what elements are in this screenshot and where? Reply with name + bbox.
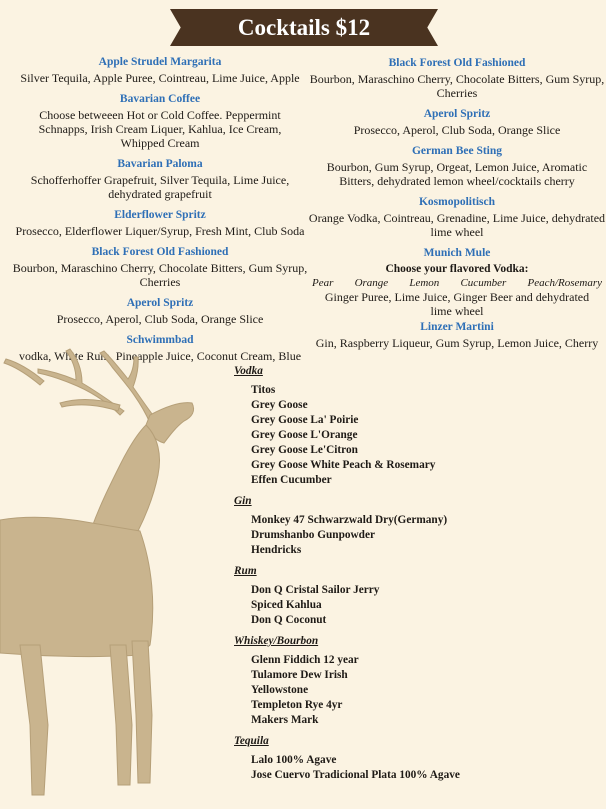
cocktail-name: German Bee Sting bbox=[411, 145, 503, 157]
cocktail-item bbox=[308, 195, 606, 239]
spirit-category-whiskey bbox=[234, 634, 594, 728]
list-item: Hendricks bbox=[251, 544, 302, 556]
cocktail-description: Gin, Raspberry Liqueur, Gum Syrup, Lemon Juice, Cherry bbox=[315, 336, 599, 350]
cocktail-name: Black Forest Old Fashioned bbox=[388, 57, 526, 69]
list-item: Yellowstone bbox=[251, 684, 309, 696]
cocktail-description: Schofferhoffer Grapefruit, Silver Tequila, Lime Juice, dehydrated grapefruit bbox=[30, 173, 290, 201]
cocktail-name: Kosmopolitisch bbox=[418, 196, 496, 208]
cocktail-description: Ginger Puree, Lime Juice, Ginger Beer and dehydrated lime wheel bbox=[324, 290, 590, 318]
cocktail-name: Elderflower Spritz bbox=[114, 209, 206, 221]
cocktail-item bbox=[308, 246, 606, 318]
list-item: Grey Goose La' Poirie bbox=[251, 414, 359, 426]
cocktail-item bbox=[308, 144, 606, 188]
right-cocktail-column bbox=[308, 56, 606, 357]
cocktail-description: Prosecco, Aperol, Club Soda, Orange Slice bbox=[353, 123, 561, 137]
cocktail-name: Aperol Spritz bbox=[126, 297, 194, 309]
cocktail-name: Schwimmbad bbox=[126, 334, 194, 346]
cocktail-name: Aperol Spritz bbox=[423, 108, 491, 120]
cocktail-description: Bourbon, Gum Syrup, Orgeat, Lemon Juice, Aromatic Bitters, dehydrated lemon wheel/cocktails cherry bbox=[326, 160, 588, 188]
category-heading: Whiskey/Bourbon bbox=[234, 635, 319, 647]
cocktail-name: Bavarian Paloma bbox=[117, 158, 203, 170]
cocktail-item bbox=[308, 107, 606, 137]
spirits-list bbox=[234, 360, 594, 789]
list-item: Grey Goose bbox=[251, 399, 308, 411]
list-item: Glenn Fiddich 12 year bbox=[251, 654, 359, 666]
list-item: Grey Goose L'Orange bbox=[251, 429, 358, 441]
cocktail-description: Prosecco, Aperol, Club Soda, Orange Slice bbox=[56, 312, 264, 326]
list-item: Drumshanbo Gunpowder bbox=[251, 529, 375, 541]
cocktail-item bbox=[10, 157, 310, 201]
list-item: Don Q Cristal Sailor Jerry bbox=[251, 584, 380, 596]
list-item: Spiced Kahlua bbox=[251, 599, 322, 611]
category-heading: Gin bbox=[234, 495, 252, 507]
cocktail-description: Silver Tequila, Apple Puree, Cointreau, Lime Juice, Apple bbox=[20, 71, 300, 85]
list-item: Makers Mark bbox=[251, 714, 319, 726]
spirit-category-tequila bbox=[234, 734, 594, 783]
category-heading: Tequila bbox=[234, 735, 269, 747]
page-title: Cocktails $12 bbox=[237, 15, 371, 40]
cocktail-description: Bourbon, Maraschino Cherry, Chocolate Bitters, Gum Syrup, Cherries bbox=[309, 72, 605, 100]
list-item: Don Q Coconut bbox=[251, 614, 327, 626]
list-item: Tulamore Dew Irish bbox=[251, 669, 348, 681]
flavor-option: Cucumber bbox=[460, 277, 507, 289]
spirit-category-vodka bbox=[234, 364, 594, 488]
cocktail-item bbox=[308, 320, 606, 350]
cocktail-item bbox=[10, 296, 310, 326]
list-item: Titos bbox=[251, 384, 276, 396]
list-item: Monkey 47 Schwarzwald Dry(Germany) bbox=[251, 514, 448, 526]
category-heading: Rum bbox=[234, 565, 257, 577]
cocktail-item bbox=[10, 208, 310, 238]
cocktail-name: Black Forest Old Fashioned bbox=[91, 246, 229, 258]
flavor-option: Orange bbox=[354, 277, 389, 289]
spirit-category-rum bbox=[234, 564, 594, 628]
list-item: Templeton Rye 4yr bbox=[251, 699, 343, 711]
cocktail-item bbox=[10, 55, 310, 85]
spirit-category-gin bbox=[234, 494, 594, 558]
cocktail-description: Choose betweeen Hot or Cold Coffee. Peppermint Schnapps, Irish Cream Liquer, Kahlua, Ice Cream, Whipped Cream bbox=[38, 108, 282, 150]
cocktail-item bbox=[10, 245, 310, 289]
cocktail-name: Munich Mule bbox=[423, 247, 491, 259]
cocktail-name: Bavarian Coffee bbox=[119, 93, 201, 105]
category-heading: Vodka bbox=[234, 365, 263, 377]
flavor-options bbox=[308, 276, 606, 290]
flavor-option: Lemon bbox=[409, 277, 440, 289]
left-cocktail-column bbox=[10, 55, 310, 370]
deer-illustration bbox=[0, 345, 235, 809]
list-item: Grey Goose Le'Citron bbox=[251, 444, 358, 456]
list-item: Grey Goose White Peach & Rosemary bbox=[251, 459, 436, 471]
flavor-option: Pear bbox=[312, 277, 334, 289]
cocktail-name: Apple Strudel Margarita bbox=[98, 56, 222, 68]
cocktail-description: Orange Vodka, Cointreau, Grenadine, Lime Juice, dehydrated lime wheel bbox=[308, 211, 606, 239]
list-item: Effen Cucumber bbox=[251, 474, 332, 486]
cocktail-item bbox=[10, 92, 310, 150]
cocktail-description: Prosecco, Elderflower Liquer/Syrup, Fresh Mint, Club Soda bbox=[15, 224, 305, 238]
flavor-prompt: Choose your flavored Vodka: bbox=[385, 263, 529, 275]
flavor-option: Peach/Rosemary bbox=[527, 277, 602, 289]
list-item: Jose Cuervo Tradicional Plata 100% Agave bbox=[251, 769, 460, 781]
cocktail-description: vodka, White Rum, Pineapple Juice, Coconut Cream, Blue bbox=[18, 349, 302, 363]
cocktail-name: Linzer Martini bbox=[420, 321, 494, 333]
cocktail-item bbox=[308, 56, 606, 100]
cocktail-description: Bourbon, Maraschino Cherry, Chocolate Bitters, Gum Syrup, Cherries bbox=[12, 261, 308, 289]
list-item: Lalo 100% Agave bbox=[251, 754, 337, 766]
